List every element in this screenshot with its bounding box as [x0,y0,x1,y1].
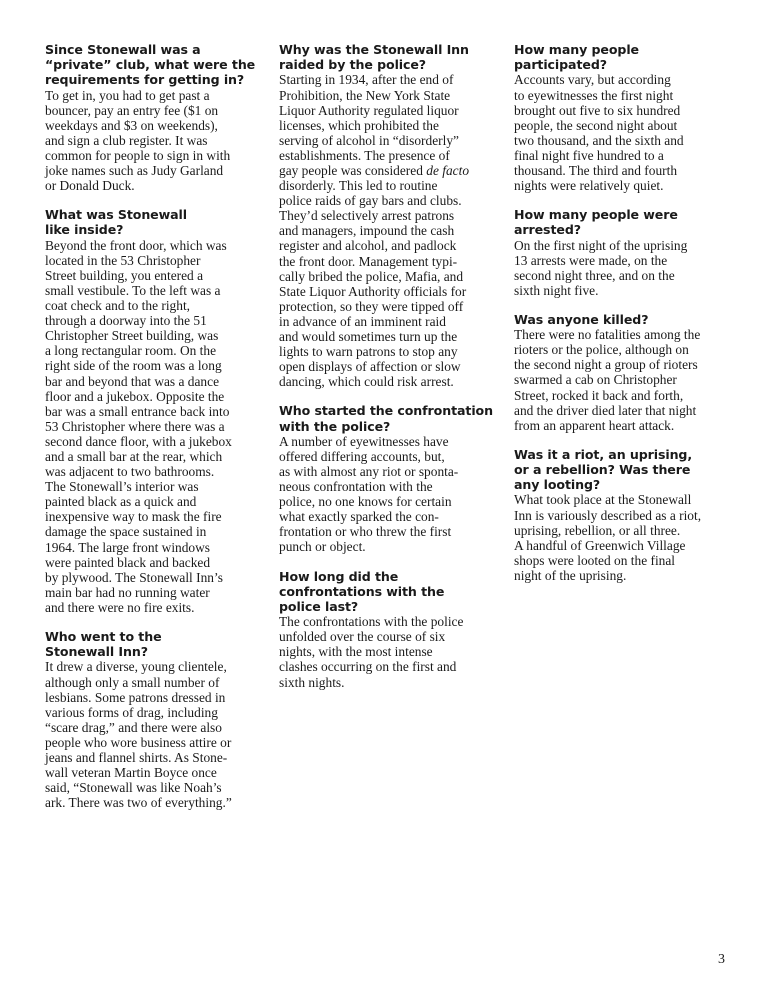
column-3 [514,42,736,597]
qa-how-long [279,569,499,690]
answer-italic-term: de facto [426,162,470,178]
answer-text: A number of eyewitnesses have offered differing accounts, but, as with almost any riot or sponta- neous confrontation with the police, no one knows for certain what exactly sparked the con- frontation or who threw the first punch or object. [279,433,459,555]
answer-text: To get in, you had to get past a bouncer, pay an entry fee ($1 on weekdays and $3 on weekends), and sign a club register. It was common for people to sign in with joke names such as Judy Garland or Donald Duck. [45,87,231,194]
answer-text [279,72,499,389]
qa-who-went [45,629,257,810]
qa-riot-or-rebellion [514,447,736,583]
question-heading: Why was the Stonewall Inn raided by the police? [279,42,469,73]
column-1 [45,42,257,824]
qa-who-started [279,403,499,554]
question-heading: What was Stonewall like inside? [45,207,187,238]
answer-text: It drew a diverse, young clientele, although only a small number of lesbians. Some patrons dressed in various forms of drag, including “scare drag,” and there were also people who wore business attire or jeans and flannel shirts. As Stone- wall veteran Martin Boyce once said, “Stonewall was like Noah’s ark. There was two of everything.” [45,659,232,811]
qa-how-many-participated [514,42,736,193]
question-heading: Was anyone killed? [514,311,649,327]
qa-anyone-killed [514,312,736,433]
question-heading: How long did the confrontations with the police last? [279,568,445,614]
qa-how-many-arrested [514,207,736,298]
qa-club-requirements [45,42,257,193]
answer-text-part: disorderly. This led to routine police raids of gay bars and clubs. They’d selectively arrest patrons and managers, impound the cash register and alcohol, and padlock the front door. Management typi- cally bribed the police, Mafia, and State Liquor Authority officials for protection, so they were tipped off in advance of an imminent raid and would sometimes turn up the lights to warn patrons to stop any open displays of affection or slow dancing, which could risk arrest. [279,178,467,390]
question-heading: Since Stonewall was a “private” club, what were the requirements for getting in? [45,42,256,88]
answer-text: Beyond the front door, which was located in the 53 Christopher Street building, you entered a small vestibule. To the left was a coat check and to the right, through a doorway into the 51 Christopher Street building, was a long rectangular room. On the right side of the room was a long bar and beyond that was a dance floor and a jukebox. Opposite the bar was a small entrance back into 53 Christopher where there was a second dance floor, with a jukebox and a small bar at the rear, which was adjacent to two bathrooms. The Stonewall’s interior was painted black as a quick and inexpensive way to mask the fire damage the space sustained in 1964. The large front windows were painted black and backed by plywood. The Stonewall Inn’s main bar had no running water and there were no fire exits. [45,237,232,615]
answer-text-part: Starting in 1934, after the end of Prohibition, the New York State Liquor Authority regulated liquor licenses, which prohibited the serving of alcohol in “disorderly” establishments. The presence of gay people was considered [279,72,459,178]
column-2 [279,42,499,704]
question-heading: Was it a riot, an uprising, or a rebellion? Was there any looting? [514,446,693,493]
question-heading: How many people participated? [514,42,639,73]
answer-text: The confrontations with the police unfolded over the course of six nights, with the most intense clashes occurring on the first and sixth nights. [279,614,464,690]
qa-stonewall-inside [45,207,257,615]
page-number: 3 [718,952,725,967]
answer-text: There were no fatalities among the rioters or the police, although on the second night a group of rioters swarmed a cab on Christopher Street, rocked it back and forth, and the driver died later that night from an apparent heart attack. [514,327,701,433]
question-heading: How many people were arrested? [514,207,678,238]
answer-text: Accounts vary, but according to eyewitnesses the first night brought out five to six hundred people, the second night about two thousand, and the sixth and final night five hundred to a thousand. The third and fourth nights were relatively quiet. [514,72,684,194]
question-heading: Who went to the Stonewall Inn? [45,629,162,660]
answer-text: On the first night of the uprising 13 arrests were made, on the second night three, and on the sixth night five. [514,237,688,298]
question-heading: Who started the confrontation with the police? [279,403,493,434]
qa-why-raided [279,42,499,389]
answer-text: What took place at the Stonewall Inn is variously described as a riot, uprising, rebellion, or all three. A handful of Greenwich Village shops were looted on the final night of the uprising. [514,492,702,583]
